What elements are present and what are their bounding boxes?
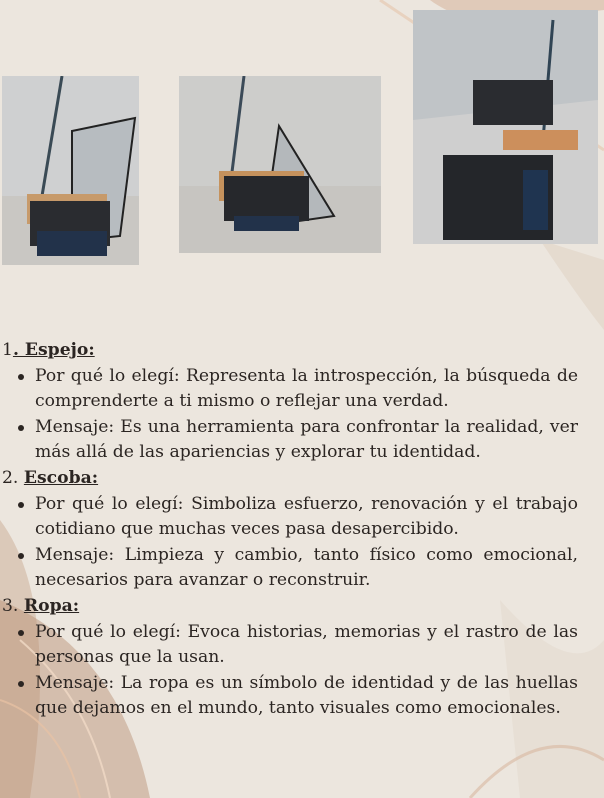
section-title: Escoba:: [23, 467, 99, 488]
section-title: . Espejo:: [12, 340, 95, 360]
section-title: Ropa:: [23, 595, 80, 616]
section-heading-ropa: [0, 594, 590, 620]
list-item: Por qué lo elegí: Representa la introspección, la búsqueda de comprenderte a ti mismo o reflejar una verdad.: [0, 364, 578, 415]
section-heading-espejo: [0, 338, 590, 364]
list-item: Mensaje: La ropa es un símbolo de identidad y de las huellas que dejamos en el mundo, tanto visuales como emocionales.: [0, 671, 578, 722]
list-item: Por qué lo elegí: Evoca historias, memorias y el rastro de las personas que la usan.: [0, 620, 578, 671]
espejo-items: [0, 364, 590, 466]
section-number: 1: [2, 340, 13, 360]
list-item: Mensaje: Limpieza y cambio, tanto físico como emocional, necesarios para avanzar o reconstruir.: [0, 543, 578, 594]
clothes-photo: [413, 10, 598, 244]
broom-photo: [179, 76, 381, 253]
list-item: Mensaje: Es una herramienta para confrontar la realidad, ver más allá de las apariencias y explorar tu identidad.: [0, 415, 578, 466]
section-number: 3.: [2, 595, 24, 616]
list-item: Por qué lo elegí: Simboliza esfuerzo, renovación y el trabajo cotidiano que muchas veces pasa desapercibido.: [0, 492, 578, 543]
mirror-photo: [2, 76, 139, 265]
section-number: 2.: [2, 467, 24, 488]
ropa-items: [0, 620, 590, 722]
description-list: [0, 338, 590, 722]
section-heading-escoba: [0, 466, 590, 492]
escoba-items: [0, 492, 590, 594]
